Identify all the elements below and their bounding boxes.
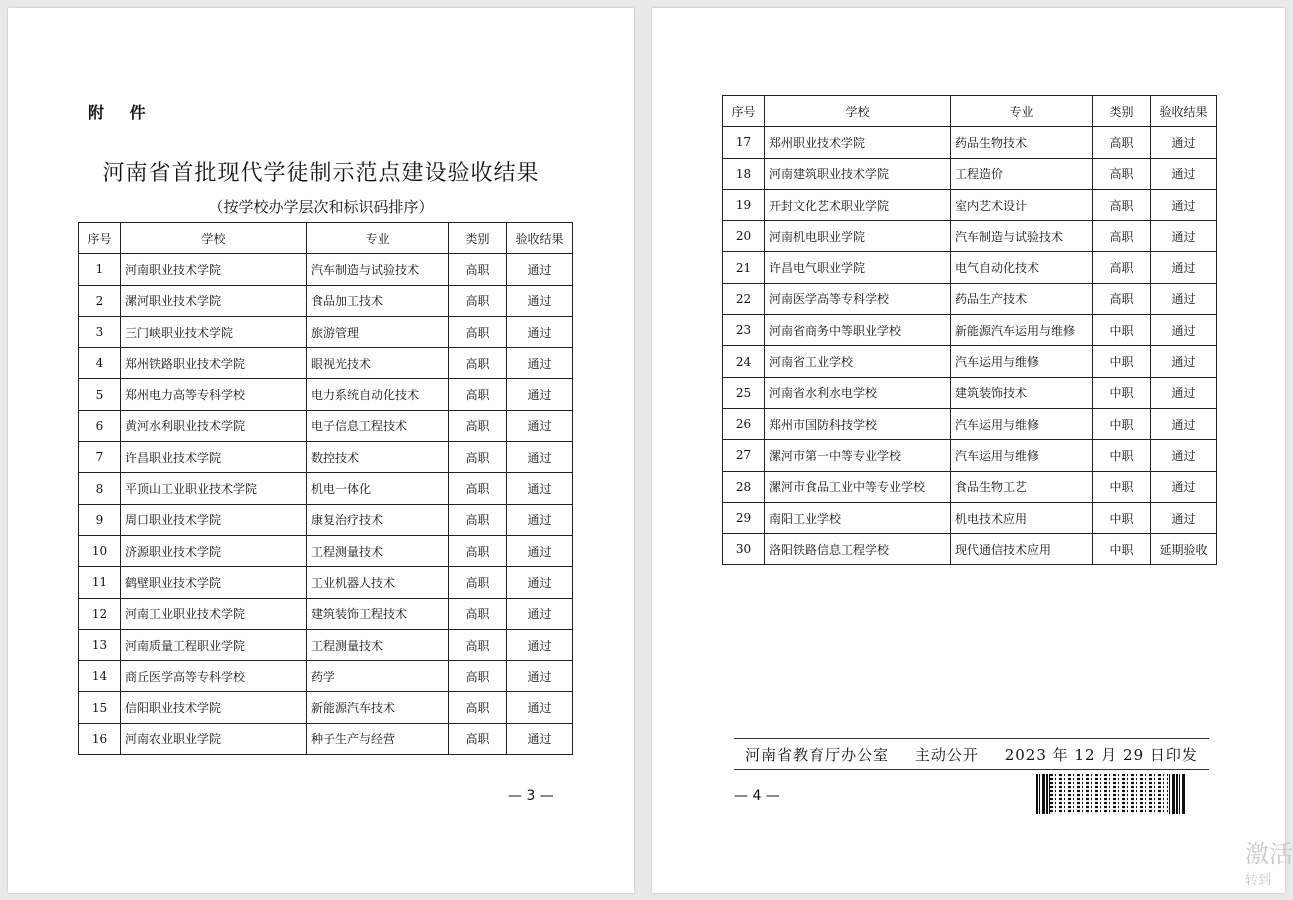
footer-top-rule bbox=[734, 738, 1209, 739]
cell-school: 洛阳铁路信息工程学校 bbox=[765, 534, 951, 565]
page-number: — 4 — bbox=[734, 788, 780, 804]
cell-index: 11 bbox=[79, 567, 121, 598]
cell-index: 20 bbox=[723, 221, 765, 252]
table-row bbox=[79, 316, 573, 347]
cell-school: 郑州铁路职业技术学院 bbox=[121, 348, 307, 379]
cell-school: 信阳职业技术学院 bbox=[121, 692, 307, 723]
table-row bbox=[79, 379, 573, 410]
cell-result: 通过 bbox=[507, 567, 573, 598]
table-body bbox=[79, 254, 573, 755]
document-title: 河南省首批现代学徒制示范点建设验收结果 bbox=[102, 161, 540, 186]
table-row bbox=[79, 473, 573, 504]
cell-index: 8 bbox=[79, 473, 121, 504]
table-row bbox=[79, 254, 573, 285]
cell-school: 河南职业技术学院 bbox=[121, 254, 307, 285]
cell-major: 康复治疗技术 bbox=[307, 504, 449, 535]
cell-category: 高职 bbox=[449, 348, 507, 379]
cell-result: 通过 bbox=[507, 348, 573, 379]
cell-major: 汽车制造与试验技术 bbox=[307, 254, 449, 285]
results-table-part-2 bbox=[722, 95, 1217, 565]
cell-index: 1 bbox=[79, 254, 121, 285]
cell-school: 河南省商务中等职业学校 bbox=[765, 315, 951, 346]
cell-category: 高职 bbox=[449, 535, 507, 566]
header-school: 学校 bbox=[765, 96, 951, 127]
footer-bottom-rule bbox=[734, 769, 1209, 770]
table-row bbox=[79, 661, 573, 692]
cell-index: 10 bbox=[79, 535, 121, 566]
cell-result: 通过 bbox=[507, 723, 573, 754]
issuance-footer bbox=[734, 744, 1209, 765]
table-row bbox=[723, 534, 1217, 565]
table-row bbox=[79, 535, 573, 566]
cell-school: 郑州市国防科技学校 bbox=[765, 408, 951, 439]
cell-major: 现代通信技术应用 bbox=[951, 534, 1093, 565]
cell-major: 药学 bbox=[307, 661, 449, 692]
cell-result: 通过 bbox=[1151, 502, 1217, 533]
cell-school: 许昌职业技术学院 bbox=[121, 442, 307, 473]
activation-watermark bbox=[1245, 834, 1293, 888]
cell-result: 通过 bbox=[1151, 158, 1217, 189]
cell-result: 通过 bbox=[507, 661, 573, 692]
cell-school: 周口职业技术学院 bbox=[121, 504, 307, 535]
cell-category: 中职 bbox=[1093, 502, 1151, 533]
cell-category: 中职 bbox=[1093, 440, 1151, 471]
cell-school: 河南机电职业学院 bbox=[765, 221, 951, 252]
cell-school: 漯河市第一中等专业学校 bbox=[765, 440, 951, 471]
cell-school: 河南省工业学校 bbox=[765, 346, 951, 377]
cell-school: 南阳工业学校 bbox=[765, 502, 951, 533]
cell-category: 高职 bbox=[449, 379, 507, 410]
cell-category: 高职 bbox=[449, 410, 507, 441]
cell-school: 漯河市食品工业中等专业学校 bbox=[765, 471, 951, 502]
header-result: 验收结果 bbox=[1151, 96, 1217, 127]
cell-result: 通过 bbox=[1151, 440, 1217, 471]
cell-index: 29 bbox=[723, 502, 765, 533]
table-row bbox=[723, 502, 1217, 533]
cell-major: 食品加工技术 bbox=[307, 285, 449, 316]
barcode-pattern bbox=[1050, 774, 1168, 814]
cell-result: 通过 bbox=[507, 316, 573, 347]
cell-result: 通过 bbox=[507, 504, 573, 535]
cell-major: 眼视光技术 bbox=[307, 348, 449, 379]
cell-category: 中职 bbox=[1093, 534, 1151, 565]
cell-result: 通过 bbox=[507, 379, 573, 410]
cell-index: 6 bbox=[79, 410, 121, 441]
cell-index: 22 bbox=[723, 283, 765, 314]
cell-category: 高职 bbox=[449, 254, 507, 285]
cell-result: 通过 bbox=[507, 410, 573, 441]
cell-index: 16 bbox=[79, 723, 121, 754]
cell-result: 延期验收 bbox=[1151, 534, 1217, 565]
cell-index: 27 bbox=[723, 440, 765, 471]
cell-result: 通过 bbox=[1151, 377, 1217, 408]
table-row bbox=[79, 410, 573, 441]
table-row bbox=[723, 471, 1217, 502]
cell-school: 漯河职业技术学院 bbox=[121, 285, 307, 316]
cell-index: 25 bbox=[723, 377, 765, 408]
cell-result: 通过 bbox=[507, 692, 573, 723]
cell-category: 高职 bbox=[1093, 252, 1151, 283]
cell-index: 13 bbox=[79, 629, 121, 660]
cell-school: 三门峡职业技术学院 bbox=[121, 316, 307, 347]
table-row bbox=[723, 346, 1217, 377]
cell-major: 电子信息工程技术 bbox=[307, 410, 449, 441]
table-row bbox=[723, 283, 1217, 314]
cell-major: 建筑装饰工程技术 bbox=[307, 598, 449, 629]
cell-major: 汽车运用与维修 bbox=[951, 346, 1093, 377]
table-row bbox=[723, 189, 1217, 220]
cell-major: 新能源汽车技术 bbox=[307, 692, 449, 723]
cell-major: 药品生物技术 bbox=[951, 127, 1093, 158]
cell-index: 3 bbox=[79, 316, 121, 347]
table-header-row bbox=[79, 223, 573, 254]
cell-category: 高职 bbox=[449, 567, 507, 598]
cell-category: 高职 bbox=[449, 316, 507, 347]
cell-school: 许昌电气职业学院 bbox=[765, 252, 951, 283]
cell-category: 中职 bbox=[1093, 471, 1151, 502]
cell-school: 河南质量工程职业学院 bbox=[121, 629, 307, 660]
cell-result: 通过 bbox=[1151, 283, 1217, 314]
table-body bbox=[723, 127, 1217, 565]
cell-result: 通过 bbox=[1151, 189, 1217, 220]
footer-date: 2023 年 12 月 29 日印发 bbox=[1004, 746, 1198, 764]
table-row bbox=[723, 315, 1217, 346]
cell-index: 19 bbox=[723, 189, 765, 220]
cell-major: 食品生物工艺 bbox=[951, 471, 1093, 502]
cell-school: 平顶山工业职业技术学院 bbox=[121, 473, 307, 504]
cell-school: 河南省水利水电学校 bbox=[765, 377, 951, 408]
cell-major: 室内艺术设计 bbox=[951, 189, 1093, 220]
cell-major: 汽车制造与试验技术 bbox=[951, 221, 1093, 252]
cell-result: 通过 bbox=[1151, 221, 1217, 252]
cell-major: 机电一体化 bbox=[307, 473, 449, 504]
cell-major: 药品生产技术 bbox=[951, 283, 1093, 314]
cell-category: 高职 bbox=[1093, 127, 1151, 158]
table-row bbox=[723, 252, 1217, 283]
document-page-3 bbox=[8, 8, 634, 893]
table-row bbox=[79, 723, 573, 754]
cell-index: 24 bbox=[723, 346, 765, 377]
cell-school: 开封文化艺术职业学院 bbox=[765, 189, 951, 220]
document-page-4 bbox=[652, 8, 1293, 893]
cell-index: 26 bbox=[723, 408, 765, 439]
cell-category: 高职 bbox=[449, 661, 507, 692]
cell-result: 通过 bbox=[507, 442, 573, 473]
cell-index: 28 bbox=[723, 471, 765, 502]
cell-result: 通过 bbox=[1151, 127, 1217, 158]
cell-major: 工程测量技术 bbox=[307, 629, 449, 660]
cell-result: 通过 bbox=[507, 629, 573, 660]
cell-index: 9 bbox=[79, 504, 121, 535]
footer-issuer: 河南省教育厅办公室 bbox=[745, 746, 890, 764]
cell-category: 高职 bbox=[449, 692, 507, 723]
attachment-label: 附 件 bbox=[88, 103, 156, 122]
cell-school: 商丘医学高等专科学校 bbox=[121, 661, 307, 692]
cell-school: 河南医学高等专科学校 bbox=[765, 283, 951, 314]
cell-category: 中职 bbox=[1093, 408, 1151, 439]
document-subtitle: （按学校办学层次和标识码排序） bbox=[208, 198, 434, 216]
cell-result: 通过 bbox=[1151, 315, 1217, 346]
cell-category: 中职 bbox=[1093, 346, 1151, 377]
cell-index: 12 bbox=[79, 598, 121, 629]
header-major: 专业 bbox=[307, 223, 449, 254]
table-row bbox=[79, 285, 573, 316]
cell-category: 高职 bbox=[449, 723, 507, 754]
header-category: 类别 bbox=[449, 223, 507, 254]
cell-result: 通过 bbox=[507, 254, 573, 285]
cell-major: 新能源汽车运用与维修 bbox=[951, 315, 1093, 346]
cell-index: 18 bbox=[723, 158, 765, 189]
cell-major: 汽车运用与维修 bbox=[951, 440, 1093, 471]
cell-index: 5 bbox=[79, 379, 121, 410]
cell-school: 郑州电力高等专科学校 bbox=[121, 379, 307, 410]
cell-major: 数控技术 bbox=[307, 442, 449, 473]
table-row bbox=[723, 440, 1217, 471]
cell-major: 工程造价 bbox=[951, 158, 1093, 189]
cell-school: 河南建筑职业技术学院 bbox=[765, 158, 951, 189]
cell-result: 通过 bbox=[507, 598, 573, 629]
cell-category: 高职 bbox=[449, 629, 507, 660]
table-row bbox=[79, 629, 573, 660]
cell-result: 通过 bbox=[507, 535, 573, 566]
cell-result: 通过 bbox=[507, 473, 573, 504]
table-row bbox=[79, 442, 573, 473]
cell-category: 中职 bbox=[1093, 377, 1151, 408]
cell-major: 种子生产与经营 bbox=[307, 723, 449, 754]
header-index: 序号 bbox=[79, 223, 121, 254]
cell-index: 4 bbox=[79, 348, 121, 379]
cell-category: 高职 bbox=[1093, 158, 1151, 189]
table-row bbox=[79, 504, 573, 535]
watermark-line-1: 激活 bbox=[1245, 840, 1293, 868]
table-row bbox=[723, 127, 1217, 158]
header-school: 学校 bbox=[121, 223, 307, 254]
table-row bbox=[79, 348, 573, 379]
table-row bbox=[723, 408, 1217, 439]
watermark-line-2: 转到 bbox=[1245, 873, 1272, 888]
page-number: — 3 — bbox=[508, 788, 554, 804]
cell-result: 通过 bbox=[1151, 346, 1217, 377]
table-row bbox=[79, 692, 573, 723]
cell-result: 通过 bbox=[1151, 408, 1217, 439]
cell-category: 高职 bbox=[449, 504, 507, 535]
cell-index: 23 bbox=[723, 315, 765, 346]
cell-school: 河南工业职业技术学院 bbox=[121, 598, 307, 629]
cell-index: 2 bbox=[79, 285, 121, 316]
table-row bbox=[723, 377, 1217, 408]
cell-category: 高职 bbox=[449, 598, 507, 629]
cell-index: 30 bbox=[723, 534, 765, 565]
cell-school: 鹤壁职业技术学院 bbox=[121, 567, 307, 598]
table-row bbox=[79, 598, 573, 629]
header-index: 序号 bbox=[723, 96, 765, 127]
document-barcode bbox=[1036, 774, 1186, 814]
cell-result: 通过 bbox=[1151, 252, 1217, 283]
cell-major: 机电技术应用 bbox=[951, 502, 1093, 533]
table-row bbox=[79, 567, 573, 598]
cell-category: 高职 bbox=[1093, 189, 1151, 220]
cell-result: 通过 bbox=[507, 285, 573, 316]
cell-school: 济源职业技术学院 bbox=[121, 535, 307, 566]
header-major: 专业 bbox=[951, 96, 1093, 127]
cell-category: 高职 bbox=[449, 473, 507, 504]
cell-category: 高职 bbox=[1093, 283, 1151, 314]
cell-major: 汽车运用与维修 bbox=[951, 408, 1093, 439]
cell-index: 21 bbox=[723, 252, 765, 283]
cell-index: 17 bbox=[723, 127, 765, 158]
cell-major: 旅游管理 bbox=[307, 316, 449, 347]
cell-major: 电气自动化技术 bbox=[951, 252, 1093, 283]
cell-index: 15 bbox=[79, 692, 121, 723]
cell-major: 工业机器人技术 bbox=[307, 567, 449, 598]
cell-category: 高职 bbox=[1093, 221, 1151, 252]
cell-category: 高职 bbox=[449, 285, 507, 316]
cell-index: 7 bbox=[79, 442, 121, 473]
cell-school: 黄河水利职业技术学院 bbox=[121, 410, 307, 441]
cell-major: 建筑装饰技术 bbox=[951, 377, 1093, 408]
cell-result: 通过 bbox=[1151, 471, 1217, 502]
header-result: 验收结果 bbox=[507, 223, 573, 254]
table-row bbox=[723, 158, 1217, 189]
table-row bbox=[723, 221, 1217, 252]
header-category: 类别 bbox=[1093, 96, 1151, 127]
cell-school: 郑州职业技术学院 bbox=[765, 127, 951, 158]
cell-major: 电力系统自动化技术 bbox=[307, 379, 449, 410]
cell-index: 14 bbox=[79, 661, 121, 692]
cell-category: 中职 bbox=[1093, 315, 1151, 346]
footer-disclosure: 主动公开 bbox=[914, 746, 979, 764]
cell-category: 高职 bbox=[449, 442, 507, 473]
cell-school: 河南农业职业学院 bbox=[121, 723, 307, 754]
table-header-row bbox=[723, 96, 1217, 127]
results-table-part-1 bbox=[78, 222, 573, 755]
cell-major: 工程测量技术 bbox=[307, 535, 449, 566]
